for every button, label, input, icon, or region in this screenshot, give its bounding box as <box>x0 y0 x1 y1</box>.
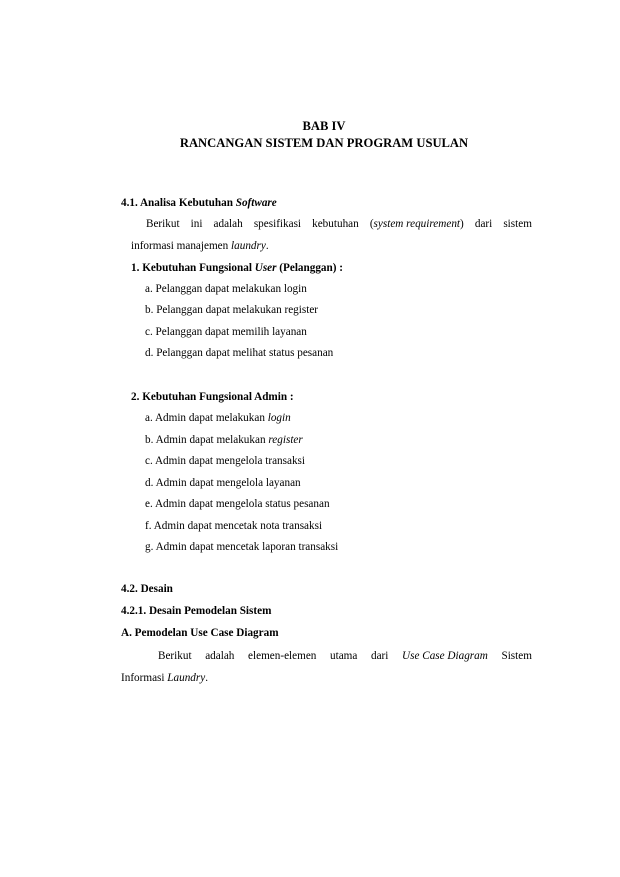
chapter-number: BAB IV <box>302 119 346 133</box>
heading-suffix: (Pelanggan) : <box>279 262 343 274</box>
intro-line-2-suffix: . <box>265 240 269 252</box>
list-item: b. Pelanggan dapat melakukan register <box>145 304 319 316</box>
word: ini <box>190 218 203 230</box>
parenthetical <box>370 217 464 231</box>
section-4-1-heading <box>121 196 277 210</box>
section-4-2-heading: 4.2. Desain <box>121 583 173 595</box>
section-number: 4.1. <box>121 197 138 209</box>
word: spesifikasi <box>253 218 302 230</box>
word: Berikut <box>146 218 180 230</box>
chapter-title: RANCANGAN SISTEM DAN PROGRAM USULAN <box>179 136 469 150</box>
intro-line-2-text: informasi manajemen <box>131 240 229 252</box>
para-text: Informasi <box>121 672 165 684</box>
word: elemen-elemen <box>248 650 317 662</box>
list-item: g. Admin dapat mencetak laporan transaksi <box>145 541 339 553</box>
italic-term: system requirement <box>373 218 461 230</box>
list-item: c. Pelanggan dapat memilih layanan <box>145 326 307 338</box>
use-case-para-line-2 <box>121 671 208 685</box>
list-item: d. Admin dapat mengelola layanan <box>145 477 301 489</box>
list-item-text: b. Admin dapat melakukan <box>145 434 266 446</box>
use-case-para-line-1 <box>158 649 532 663</box>
list-item-text: a. Admin dapat melakukan <box>145 412 265 424</box>
word: adalah <box>205 650 235 662</box>
section-heading-italic: Software <box>235 197 277 209</box>
section-4-2-1-heading: 4.2.1. Desain Pemodelan Sistem <box>121 605 272 617</box>
heading-text: 1. Kebutuhan Fungsional <box>131 262 252 274</box>
list-item: c. Admin dapat mengelola transaksi <box>145 455 306 467</box>
word: kebutuhan <box>312 218 359 230</box>
list-item: e. Admin dapat mengelola status pesanan <box>145 498 330 510</box>
admin-requirements-heading: 2. Kebutuhan Fungsional Admin : <box>131 391 294 403</box>
list-item: f. Admin dapat mencetak nota transaksi <box>145 520 323 532</box>
word: dari <box>371 650 389 662</box>
paren-close: ) <box>460 218 464 230</box>
list-item: d. Pelanggan dapat melihat status pesanan <box>145 347 334 359</box>
paren-open: ( <box>369 218 374 230</box>
para-italic: Laundry <box>167 672 206 684</box>
use-case-heading: A. Pemodelan Use Case Diagram <box>121 627 279 639</box>
section-heading-text: Analisa Kebutuhan <box>139 197 233 209</box>
list-item: a. Pelanggan dapat melakukan login <box>145 283 307 295</box>
list-item <box>145 411 291 425</box>
word: dari <box>474 218 493 230</box>
italic-term: Use Case Diagram <box>402 650 488 662</box>
word: Sistem <box>501 650 532 662</box>
list-item <box>145 433 303 447</box>
heading-italic: User <box>254 262 277 274</box>
para-suffix: . <box>205 672 209 684</box>
word: Berikut <box>158 650 192 662</box>
word: utama <box>330 650 358 662</box>
user-requirements-heading <box>131 261 343 275</box>
intro-line-2 <box>131 239 269 253</box>
word: adalah <box>213 218 243 230</box>
intro-line-1 <box>146 217 532 231</box>
word: sistem <box>503 218 532 230</box>
list-item-italic: register <box>268 434 303 446</box>
list-item-italic: login <box>267 412 291 424</box>
intro-line-2-italic: laundry <box>231 240 266 252</box>
